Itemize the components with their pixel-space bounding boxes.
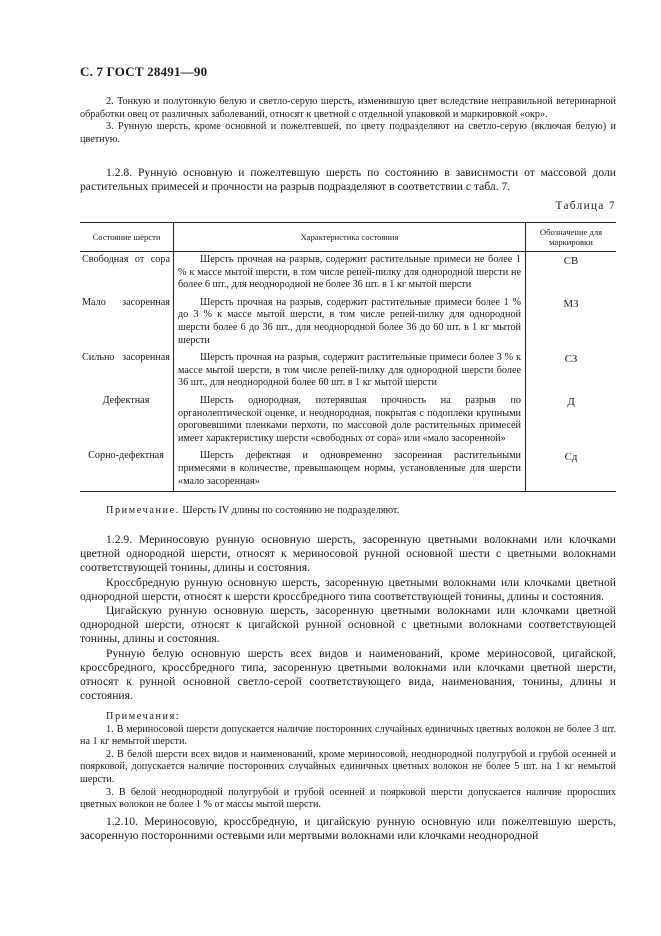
notes-block <box>80 711 616 812</box>
para-1-2-9-p2: Кроссбредную рунную основную шерсть, засоренную цветными волокнами или клочками цветной однородной шерсти, относят к шерсти кроссбредного типа соответствующей тонины, длины и состояния. <box>80 575 616 603</box>
table-row <box>80 393 616 448</box>
row-state: Сильно засоренная <box>82 352 170 364</box>
paragraph-1-2-10: 1.2.10. Мериносовую, кроссбредную, и цигайскую рунную основную или пожелтевшую шерсть, засоренную посторонними остевыми или мертвыми волокнами или клочками неоднородной <box>80 815 616 843</box>
header-state: Состояние шерсти <box>80 223 174 252</box>
row-mark: МЗ <box>563 297 579 310</box>
row-state: Дефектная <box>102 394 150 406</box>
notes-n2: 2. В белой шерсти всех видов и наименований, кроме мериносовой, неоднородной полугрубой и грубой осенней и поярковой, допускается наличие посторонних случайных единичных цветных волокон не более 5 шт. на 1 кг немытой шерсти. <box>80 748 616 785</box>
top-notes <box>80 96 616 146</box>
notes-n3: 3. В белой неоднородной полугрубой и грубой осенней и поярковой шерсти допускается наличие проросших цветных волокон не более 1 % от массы мытой шерсти. <box>80 786 616 811</box>
table-header-row <box>80 223 616 252</box>
para-1-2-9-p4: Рунную белую основную шерсть всех видов и наименований, кроме мериносовой, цигайской, кроссбредного, кроссбредного типа, засоренную цветными волокнами или клочками цветной шерсти, относят к рунной основной светло-серой соответствующего вида, наименования, тонины, длины и состояния. <box>80 646 616 703</box>
row-description: Шерсть однородная, потерявшая прочность на разрыв по органолептической оценке, и неоднородная, покрытая с подоплеки крупными ороговевшими пленками перхоти, по массовой доле растительных примесей имеет характеристику шерсти «свободных от сора» или «мало засоренной» <box>174 393 526 448</box>
row-description: Шерсть дефектная и одновременно засоренная растительными примесями в количестве, превышающем нормы, установленные для шерсти «мало засоренная» <box>174 448 526 491</box>
page-header: С. 7 ГОСТ 28491—90 <box>80 64 208 79</box>
row-mark: Д <box>567 395 575 408</box>
header-marking: Обозначение для маркировки <box>526 223 617 252</box>
table-note-text: Шерсть IV длины по состоянию не подразделяют. <box>182 505 400 516</box>
header-description: Характеристика состояния <box>174 223 526 252</box>
row-description: Шерсть прочная на разрыв, содержит растительные примеси не более 1 % к массе мытой шерсти, в том числе репей-пилку для однородной шерсти не более 6 шт., для неоднородной не более 36 шт. в 1 кг мытой шерсти <box>174 252 526 295</box>
table-row <box>80 448 616 491</box>
table-row <box>80 252 616 295</box>
table-title: Таблица 7 <box>555 200 616 212</box>
row-mark: Сд <box>564 451 578 464</box>
row-state: Сорно-дефектная <box>88 450 164 462</box>
notes-label: Примечания: <box>106 711 181 722</box>
table-note <box>80 505 616 518</box>
paragraph-1-2-8: 1.2.8. Рунную основную и пожелтевшую шерсть по состоянию в зависимости от массовой доли растительных примесей и прочности на разрыв подразделяют в соответствии с табл. 7. <box>80 166 616 194</box>
row-description: Шерсть прочная на разрыв, содержит растительные примеси более 3 % к массе мытой шерсти, в том числе репей-пилку для однородной шерсти более 36 шт., для неоднородной более 60 шт. в 1 кг мытой шерсти <box>174 350 526 393</box>
row-description: Шерсть прочная на разрыв, содержит растительные примеси более 1 % до 3 % к массе мытой шерсти, в том числе репей-пилку для однородной шерсти более 6 до 36 шт., для неоднородной более 36 до 60 шт. в 1 кг мытой шерсти <box>174 295 526 350</box>
para-1-2-9-p1: 1.2.9. Мериносовую рунную основную шерсть, засоренную цветными волокнами или клочками цветной однородной шерсти, относят к мериносовой рунной основной шести с цветными волокнами соответствующей тонины, длины и состояния. <box>80 533 616 575</box>
row-mark: СЗ <box>564 353 578 366</box>
note-2: 2. Тонкую и полутонкую белую и светло-серую шерсть, изменившую цвет вследствие неправильной ветеринарной обработки овец от различных заболеваний, относят к цветной с отдельной упаковкой и маркировкой «окр». <box>80 96 616 120</box>
table-row <box>80 350 616 393</box>
paragraph-1-2-9 <box>80 533 616 703</box>
table-7 <box>80 222 616 492</box>
table-note-label: Примечание. <box>106 505 180 516</box>
para-1-2-9-p3: Цигайскую рунную основную шерсть, засоренную цветными волокнами или клочками цветной однородной шерсти, относят к цигайской рунной основной с цветными волокнами соответствующей тонины, длины и состояния. <box>80 604 616 646</box>
row-state: Мало засоренная <box>82 296 170 308</box>
table-row <box>80 295 616 350</box>
row-state: Свободная от сора <box>82 254 170 265</box>
row-mark: СВ <box>563 255 579 267</box>
note-3: 3. Рунную шерсть, кроме основной и пожелтевшей, по цвету подразделяют на светло-серую (включая белую) и цветную. <box>80 121 616 145</box>
notes-n1: 1. В мериносовой шерсти допускается наличие посторонних случайных единичных цветных волокон не более 3 шт. на 1 кг немытой шерсти. <box>80 723 616 748</box>
